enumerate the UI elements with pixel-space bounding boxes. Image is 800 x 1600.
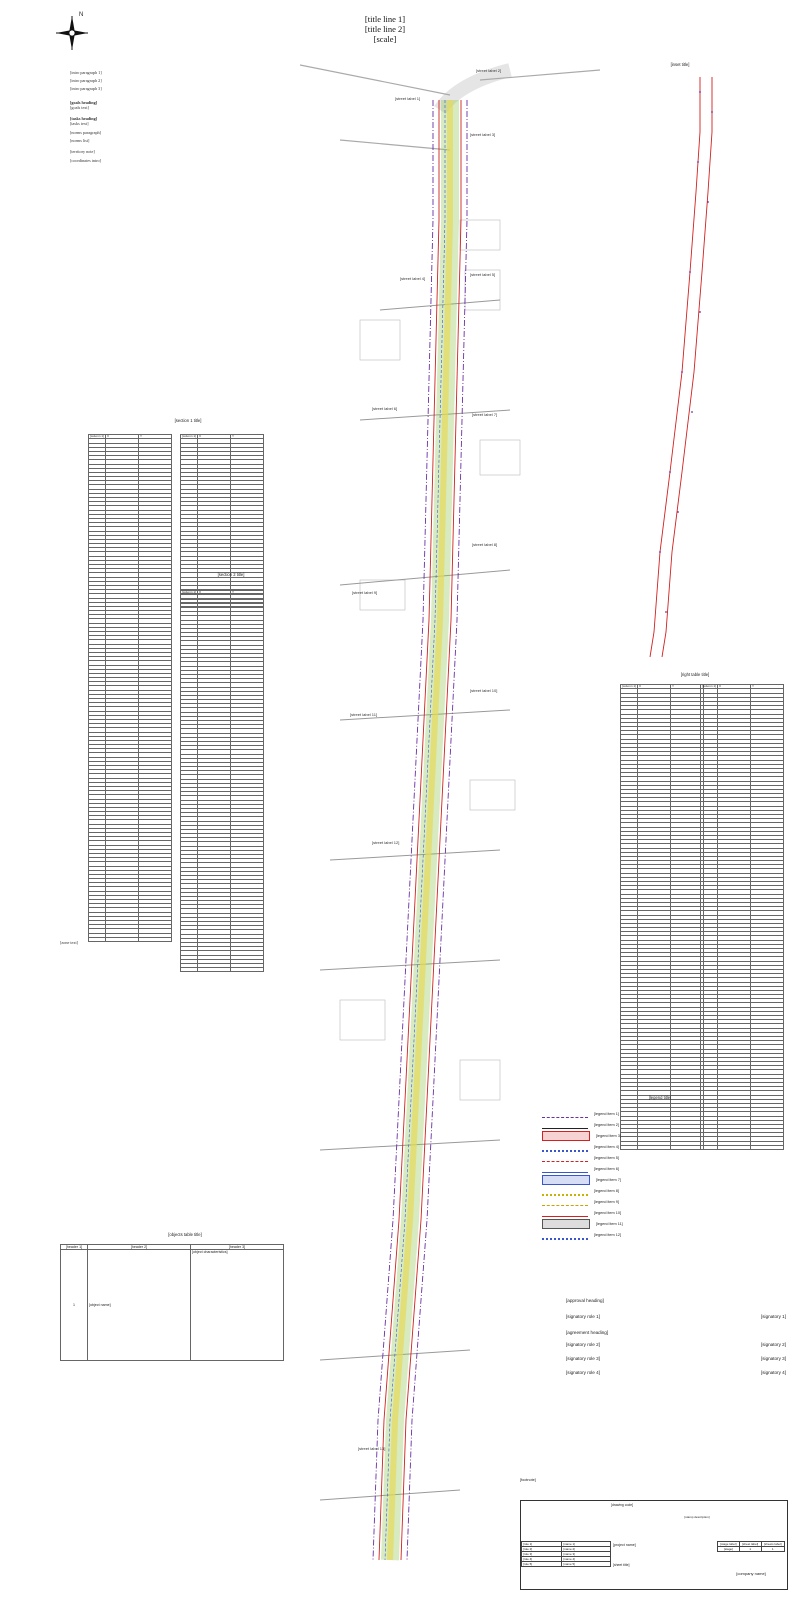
objects-header-chars: [header 3] — [191, 1245, 284, 1250]
legend-symbol — [542, 1109, 588, 1118]
table-header-x: X — [106, 435, 139, 439]
title-line-1: [title line 1] — [364, 14, 406, 24]
objects-table — [60, 1244, 284, 1361]
table-row — [181, 968, 264, 972]
inset-svg — [620, 72, 740, 662]
street-label: [street label 8] — [472, 542, 498, 547]
title-block — [520, 1500, 788, 1590]
objects-row-name: [object name] — [88, 1250, 191, 1361]
table-header-x: X — [718, 685, 751, 689]
table-header-y: Y — [139, 435, 172, 439]
signatory-role: [signatory role 4] — [566, 1370, 600, 1375]
cell-num — [181, 968, 198, 972]
road-line — [340, 140, 450, 150]
legend-label: [legend item 12] — [594, 1232, 622, 1237]
legend-label: [legend item 7] — [596, 1177, 621, 1182]
legend-item — [542, 1174, 792, 1185]
zone-description: [zone text] — [60, 940, 79, 945]
right-coord-table-a — [620, 684, 704, 1150]
legend-item — [542, 1141, 792, 1152]
stamp-role: [role 3] — [522, 1552, 562, 1557]
legend-symbol — [542, 1153, 588, 1162]
stamp-name: [name 1] — [562, 1542, 611, 1547]
signatory-name: [signatory 3] — [760, 1356, 786, 1361]
inset-title: [inset title] — [670, 62, 690, 67]
signatory-role: [signatory role 1] — [566, 1314, 600, 1319]
stamp-signatures — [521, 1541, 611, 1567]
intro-paragraph: [intro paragraph 3] — [70, 86, 102, 92]
legend-item — [542, 1185, 792, 1196]
objects-row-chars: [object characteristics] — [191, 1250, 284, 1361]
goals-heading: [goals heading] — [70, 99, 98, 105]
compass-icon — [52, 12, 92, 54]
legend-label: [legend item 6] — [594, 1166, 619, 1171]
signatory-name: [signatory 2] — [760, 1342, 786, 1347]
signatory-row — [566, 1314, 786, 1320]
legend-label: [legend item 2] — [594, 1122, 619, 1127]
coordinates-table — [180, 434, 264, 607]
legend-label: [legend item 5] — [594, 1155, 619, 1160]
legend-symbol — [542, 1175, 590, 1185]
north-letter: N — [79, 12, 84, 18]
street-label: [street label 13] — [358, 1446, 386, 1451]
signatory-role: [signatory role 3] — [566, 1356, 600, 1361]
signatory-row — [566, 1342, 786, 1348]
inset-red-line — [650, 77, 700, 657]
legend-item — [542, 1108, 792, 1119]
intro-paragraph: [intro paragraph 2] — [70, 78, 102, 84]
tasks-text: [tasks text] — [70, 121, 89, 127]
stamp-name: [name 5] — [562, 1562, 611, 1567]
legend-label: [legend item 10] — [594, 1210, 622, 1215]
legend-item — [542, 1119, 792, 1130]
sheet-value: 1 — [739, 1547, 761, 1552]
street-label: [street label 3] — [470, 132, 496, 137]
street-label: [street label 10] — [470, 688, 498, 693]
coord-table-1b — [180, 434, 264, 607]
signatory-row — [566, 1370, 786, 1376]
scale-label: [scale] — [373, 34, 397, 44]
street-label: [street label 11] — [350, 712, 378, 717]
territory-note: [territory note] — [70, 148, 95, 154]
inset-red-line — [662, 77, 712, 657]
stamp-name: [name 4] — [562, 1557, 611, 1562]
legend — [542, 1108, 792, 1240]
coordinates-table — [700, 684, 784, 1150]
signatory-row — [566, 1356, 786, 1362]
cell-y — [231, 968, 264, 972]
table-header-x: X — [638, 685, 671, 689]
street-label: [street label 4] — [400, 276, 426, 281]
title-line-2: [title line 2] — [364, 24, 406, 34]
stamp-name: [name 3] — [562, 1552, 611, 1557]
legend-symbol — [542, 1186, 588, 1196]
table-header-num: [column 1] — [622, 684, 636, 688]
norms-list: [norms list] — [70, 137, 90, 143]
legend-label: [legend item 3] — [596, 1133, 621, 1138]
legend-symbol — [542, 1120, 588, 1129]
legend-label: [legend item 8] — [594, 1188, 619, 1193]
stamp-role: [role 1] — [522, 1542, 562, 1547]
street-label: [street label 9] — [352, 590, 378, 595]
objects-row-num: 1 — [61, 1250, 88, 1361]
table-header-num: [column 1] — [702, 684, 716, 688]
stage-value: [stage] — [718, 1547, 740, 1552]
street-label: [street label 12] — [372, 840, 400, 845]
approval-block — [566, 1298, 786, 1376]
section1-title: [section 1 title] — [174, 418, 202, 423]
stamp-project: [project name] — [613, 1543, 636, 1547]
stamp-sheet-info — [717, 1541, 785, 1552]
table-header-y: Y — [231, 435, 264, 439]
table-header-x: X — [198, 435, 231, 439]
table-header-num: [column 1] — [182, 434, 196, 438]
road-line — [300, 65, 450, 95]
cell-x — [198, 968, 231, 972]
right-table-title: [right table title] — [680, 672, 710, 677]
legend-item — [542, 1218, 792, 1229]
table-header-y: Y — [231, 591, 264, 595]
legend-symbol — [542, 1208, 588, 1217]
section2-title: [section 2 title] — [217, 572, 245, 577]
approve-heading: [approval heading] — [566, 1298, 604, 1303]
stamp-name: [name 2] — [562, 1547, 611, 1552]
objects-header-name: [header 2] — [88, 1245, 191, 1250]
stamp-sheet-title: [sheet title] — [613, 1563, 630, 1567]
legend-label: [legend item 4] — [594, 1144, 619, 1149]
coordinates-table — [88, 434, 172, 942]
objects-header-num: [header 1] — [61, 1245, 88, 1250]
legend-item — [542, 1152, 792, 1163]
coord-table-2 — [180, 590, 264, 972]
stamp-company: [company name] — [736, 1571, 766, 1576]
agree-heading: [agreement heading] — [566, 1330, 609, 1335]
right-coord-table-b — [700, 684, 784, 1150]
map-area — [300, 20, 600, 1580]
signatory-name: [signatory 1] — [760, 1314, 786, 1319]
legend-symbol — [542, 1219, 590, 1229]
legend-item — [542, 1229, 792, 1240]
stamp-role: [role 4] — [522, 1557, 562, 1562]
street-label: [street label 1] — [395, 96, 421, 101]
stamp-role: [role 5] — [522, 1562, 562, 1567]
table-header-y: Y — [751, 685, 784, 689]
norms-paragraph: [norms paragraph] — [70, 130, 102, 136]
coord-table-1a — [88, 434, 172, 942]
legend-label: [legend item 9] — [594, 1199, 619, 1204]
sheets-value: 1 — [761, 1547, 784, 1552]
signatory-role: [signatory role 2] — [566, 1342, 600, 1347]
sheet-label: [sheet label] — [739, 1542, 761, 1547]
street-label: [street label 6] — [372, 406, 398, 411]
footnote: [footnote] — [520, 1478, 536, 1482]
street-label: [street label 2] — [476, 68, 502, 73]
corridor-map — [300, 20, 600, 1580]
goals-text: [goals text] — [70, 104, 89, 110]
legend-title: [legend title] — [648, 1095, 672, 1100]
stage-label: [stage label] — [718, 1542, 740, 1547]
coords-intro: [coordinates intro] — [70, 158, 102, 164]
legend-item — [542, 1207, 792, 1218]
north-arrow — [52, 12, 92, 54]
inset-outline-map — [620, 72, 740, 662]
stamp-role: [role 2] — [522, 1547, 562, 1552]
sheets-label: [sheets label] — [761, 1542, 784, 1547]
intro-paragraph: [intro paragraph 1] — [70, 70, 102, 75]
table-header-num: [column 1] — [90, 434, 104, 438]
legend-symbol — [542, 1142, 588, 1152]
stamp-code: [drawing code] — [611, 1503, 634, 1507]
table-header-x: X — [198, 591, 231, 595]
table-header-y: Y — [671, 685, 704, 689]
coordinates-table — [180, 590, 264, 972]
legend-label: [legend item 11] — [596, 1221, 623, 1226]
legend-symbol — [542, 1230, 588, 1240]
stamp-description: [stamp description] — [684, 1515, 710, 1519]
street-label: [street label 5] — [470, 272, 496, 277]
street-label: [street label 7] — [472, 412, 498, 417]
legend-symbol — [542, 1197, 588, 1206]
legend-item — [542, 1163, 792, 1174]
legend-item — [542, 1130, 792, 1141]
legend-item — [542, 1196, 792, 1207]
objects-table-title: [objects table title] — [168, 1232, 202, 1237]
table-header-num: [column 1] — [182, 590, 196, 594]
tasks-heading: [tasks heading] — [70, 116, 98, 122]
legend-symbol — [542, 1164, 588, 1173]
coordinates-table — [620, 684, 704, 1150]
legend-label: [legend item 1] — [594, 1111, 619, 1116]
signatory-name: [signatory 4] — [760, 1370, 786, 1375]
legend-symbol — [542, 1131, 590, 1141]
